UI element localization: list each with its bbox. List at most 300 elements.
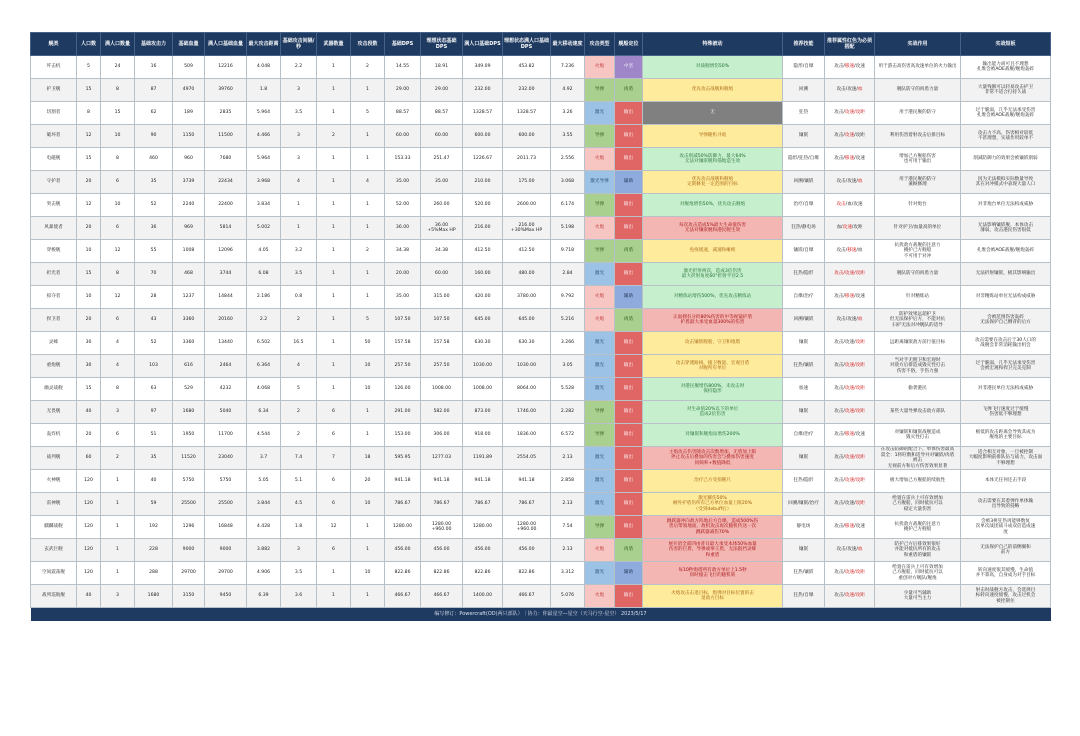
cell-atk: 192 [135,516,173,539]
cell-range: 5.964 [247,102,281,125]
cell-interval: 4.5 [281,493,317,516]
cell-fulldps: 1400.00 [463,585,503,608]
cell-idealfull: 8064.00 [503,378,551,401]
cell-dps: 157.58 [385,332,421,355]
cell-atk: 35 [135,171,173,194]
cell-short: 无法折射镶嵌，极其影响输出 [961,263,1051,286]
cell-hits: 2 [351,56,385,79]
cell-use: 防护己方后排效果很好 并能对抵抗所有的攻击 和重盾的镶嵌 [875,539,961,562]
cell-use: 用于港民舰的防守 [875,102,961,125]
cell-short: 攻击力不高，伤害相对较低 不甚理想，实战作用较单不 [961,125,1051,148]
cell-hits: 1 [351,401,385,424]
table-row [31,332,1051,355]
cell-ideal: 257.50 [421,355,463,378]
cell-role: 输出 [615,447,643,470]
cell-attr [825,516,875,539]
cell-role: 辅助 [615,562,643,585]
cell-atype: 火炮 [585,539,615,562]
cell-idealfull: 216.00 +30%Max HP [503,217,551,240]
attr-segment: 攻速/攻距 [844,386,865,392]
cell-atk: 36 [135,217,173,240]
cell-attr [825,470,875,493]
cell-attr [825,286,875,309]
cell-atype: 激光导弹 [585,171,615,194]
attr-segment: 攻速/攻距 [844,478,865,484]
cell-atype: 激光 [585,263,615,286]
cell-role: 肉盾 [615,79,643,102]
attr-segment: 攻速/攻距 [844,363,865,369]
cell-fulldps: 1226.67 [463,148,503,171]
cell-pop: 12 [77,125,101,148]
cell-fullhp: 13440 [205,332,247,355]
cell-pop: 60 [77,447,101,470]
cell-fullhp: 29700 [205,562,247,585]
cell-role: 输出 [615,332,643,355]
cell-interval: 0.8 [281,286,317,309]
column-header: 理想状态基础DPS [421,33,463,56]
cell-weapons: 12 [317,516,351,539]
cell-atype: 火炮 [585,148,615,171]
attr-segment: 攻击/ [834,64,845,70]
cell-fulldps: 420.00 [463,286,503,309]
cell-speed: 6.572 [551,424,585,447]
cell-weapons: 1 [317,79,351,102]
ship-stats-table [30,32,1051,621]
cell-range: 4.466 [247,125,281,148]
cell-range: 6.34 [247,401,281,424]
cell-fullhp: 25500 [205,493,247,516]
attr-segment: 移速 [844,524,855,530]
cell-atk: 16 [135,56,173,79]
cell-atype: 激光 [585,470,615,493]
cell-ideal: 306.00 [421,424,463,447]
cell-attr [825,447,875,470]
cell-atk: 103 [135,355,173,378]
cell-hp: 969 [173,217,205,240]
attr-segment: /血/攻速 [845,202,863,208]
cell-dps: 36.00 [385,217,421,240]
cell-idealfull: 2011.73 [503,148,551,171]
cell-hp: 29700 [173,562,205,585]
cell-atk: 460 [135,148,173,171]
cell-weapons: 1 [317,378,351,401]
cell-fulldps: 1008.00 [463,378,503,401]
table-row [31,171,1051,194]
cell-name: 电磁舰 [31,148,77,171]
cell-speed: 3.26 [551,102,585,125]
cell-passive: 每次攻击造成5%最大生命值伤害 无法对镶嵌舰和港民舰生效 [643,217,783,240]
cell-skill: 狂热/镶嵌 [783,355,825,378]
cell-dps: 291.00 [385,401,421,424]
cell-skill: 镶嵌 [783,332,825,355]
cell-hp: 4970 [173,79,205,102]
cell-idealfull: 175.00 [503,171,551,194]
cell-fullpop: 6 [101,424,135,447]
cell-skill: 隐形/狂热/自爆 [783,148,825,171]
attr-segment: 攻距 [855,501,865,507]
cell-short: 适合相互对象，一旦被控制 大幅度影响前排队伍与战力，攻击面 不够理想 [961,447,1051,470]
cell-weapons: 1 [317,171,351,194]
cell-pop: 15 [77,378,101,401]
cell-dps: 595.95 [385,447,421,470]
cell-passive: 治疗己方受损舰只 [643,470,783,493]
cell-speed: 5.216 [551,309,585,332]
cell-fullhp: 2464 [205,355,247,378]
cell-short: 对非炮台单位无法构成威胁 [961,194,1051,217]
cell-speed: 3.068 [551,171,585,194]
cell-hits: 10 [351,562,385,585]
cell-name: 掠夺者 [31,286,77,309]
cell-attr [825,79,875,102]
cell-hp: 3360 [173,332,205,355]
cell-fulldps: 232.00 [463,79,503,102]
cell-skill: 狂热/静电场 [783,217,825,240]
cell-dps: 466.67 [385,585,421,608]
cell-hp: 189 [173,102,205,125]
table-row [31,263,1051,286]
table-row [31,194,1051,217]
cell-atk: 28 [135,286,173,309]
cell-hp: 3150 [173,585,205,608]
cell-dps: 941.18 [385,470,421,493]
cell-range: 6.39 [247,585,281,608]
cell-speed: 2.13 [551,447,585,470]
attr-segment: 攻速/攻距 [844,110,865,116]
table-row [31,470,1051,493]
cell-fullpop: 6 [101,217,135,240]
cell-atk: 52 [135,332,173,355]
cell-attr [825,355,875,378]
cell-atk: 62 [135,102,173,125]
cell-atype: 火炮 [585,309,615,332]
column-header: 推荐属性红色为必须搭配 [825,33,875,56]
cell-fullhp: 12216 [205,56,247,79]
cell-passive: 优先攻击战舰和舰炮 定期修复一定范围的目标 [643,171,783,194]
cell-pop: 8 [77,102,101,125]
cell-role: 辅助 [615,286,643,309]
cell-fulldps: 456.00 [463,539,503,562]
cell-fulldps: 520.00 [463,194,503,217]
column-header: 攻击类型 [585,33,615,56]
cell-idealfull: 2554.05 [503,447,551,470]
cell-range: 6.502 [247,332,281,355]
cell-atk: 63 [135,378,173,401]
cell-hits: 10 [351,355,385,378]
cell-ideal: 60.00 [421,125,463,148]
cell-weapons: 1 [317,332,351,355]
cell-name: 火神舰 [31,470,77,493]
table-row [31,562,1051,585]
attr-segment: 血 [857,179,863,185]
cell-weapons: 1 [317,286,351,309]
cell-atk: 55 [135,240,173,263]
cell-fullhp: 23040 [205,447,247,470]
cell-name: 风暴使者 [31,217,77,240]
cell-passive: 正面拥有分担80%伤害的中等视镜护盾 护盾最大承受血量300%的伤害 [643,309,783,332]
cell-hits: 1 [351,79,385,102]
cell-pop: 15 [77,148,101,171]
cell-skill: 加速 [783,378,825,401]
cell-dps: 35.00 [385,286,421,309]
cell-passive: 主炮攻击伤害随攻击次数增加，无盾加上限 停止攻击后叠加的伤害会与叠加伤害速度 同频率+数值降低 [643,447,783,470]
cell-use: 舰队防守的肉盾力量 [875,263,961,286]
cell-role: 输出 [615,263,643,286]
cell-passive: 攻击削减50%防御力，最大64% 无法对镶嵌舰和锚地造生效 [643,148,783,171]
cell-skill: 回溯 [783,79,825,102]
cell-atk: 288 [135,562,173,585]
cell-weapons: 1 [317,194,351,217]
table-row [31,539,1051,562]
cell-fullpop: 8 [101,148,135,171]
cell-range: 3.882 [247,539,281,562]
cell-fulldps: 822.86 [463,562,503,585]
table-body [31,56,1051,608]
cell-speed: 3.55 [551,125,585,148]
cell-name: 幽灵战舰 [31,378,77,401]
cell-use: 在攻击防御的配合下，单体伤害最高 需全：1将旺数和适导并对镶嵌/肉盾 被击 无视前方和后方伤害效果显著 [875,447,961,470]
cell-fullpop: 8 [101,79,135,102]
cell-hits: 1 [351,286,385,309]
cell-pop: 20 [77,309,101,332]
table-row [31,286,1051,309]
cell-hits: 1 [351,539,385,562]
cell-hp: 509 [173,56,205,79]
cell-fulldps: 1191.89 [463,447,503,470]
cell-skill: 静电场 [783,516,825,539]
cell-use: 偷袭港民 [875,378,961,401]
column-header: 实战短板 [961,33,1051,56]
cell-range: 6.364 [247,355,281,378]
attr-segment: 攻击/ [834,478,845,484]
cell-fullpop: 10 [101,125,135,148]
table-row [31,447,1051,470]
cell-attr [825,424,875,447]
cell-name: 护卫舰 [31,79,77,102]
cell-role: 输出 [615,424,643,447]
column-header: 舰类 [31,33,77,56]
cell-skill: 狂热/镶嵌 [783,562,825,585]
column-header: 基础血量 [173,33,205,56]
cell-use: 针对精炼站 [875,286,961,309]
cell-use: 远距离镶嵌敌方前行值目标 [875,332,961,355]
cell-use: 针对护卫/血量高的单位 [875,217,961,240]
cell-hits: 2 [351,240,385,263]
cell-fullpop: 1 [101,539,135,562]
column-header: 舰船定位 [615,33,643,56]
cell-passive: 对生命值20%以下的单位 造成2倍伤害 [643,401,783,424]
cell-weapons: 7 [317,447,351,470]
cell-hits: 20 [351,470,385,493]
cell-fullhp: 2835 [205,102,247,125]
cell-atype: 火炮 [585,585,615,608]
cell-fulldps: 645.00 [463,309,503,332]
cell-passive: 展开消全部四由普日最大承受本体50%血量 伤害的巨盾，导弹或拳王盾，无法阻挡灵蜂 和重盾 [643,539,783,562]
cell-weapons: 2 [317,125,351,148]
attr-segment: /攻速 [854,294,865,300]
attr-segment: 血 [857,547,863,553]
cell-range: 6.08 [247,263,281,286]
attr-segment: 攻击/ [834,593,845,599]
cell-idealfull: 786.67 [503,493,551,516]
cell-fullpop: 10 [101,194,135,217]
cell-use: 用于港民舰的防守 兼顾修理 [875,171,961,194]
cell-name: 歼击机 [31,56,77,79]
cell-short: 输出能力尚可且不理想 扎堆会被AOE战舰/舰炮轰碎 [961,56,1051,79]
cell-range: 4.428 [247,516,281,539]
cell-idealfull: 630.30 [503,332,551,355]
cell-role: 输出 [615,516,643,539]
cell-weapons: 1 [317,309,351,332]
cell-fullhp: 11700 [205,424,247,447]
cell-skill: 狂热/隐形 [783,263,825,286]
cell-speed: 3.312 [551,562,585,585]
cell-dps: 52.00 [385,194,421,217]
cell-dps: 34.38 [385,240,421,263]
cell-atype: 激光 [585,493,615,516]
attr-segment: 攻速 [844,133,855,139]
attr-segment: 攻速 [842,225,852,231]
cell-range: 4.05 [247,240,281,263]
cell-weapons: 1 [317,148,351,171]
cell-atk: 1680 [135,585,173,608]
cell-range: 4.544 [247,424,281,447]
cell-atk: 87 [135,79,173,102]
cell-ideal: 29.00 [421,79,463,102]
cell-fullhp: 39760 [205,79,247,102]
cell-name: 切割者 [31,102,77,125]
cell-pop: 40 [77,401,101,424]
cell-ideal: 251.47 [421,148,463,171]
cell-role: 输出 [615,493,643,516]
cell-ideal: 34.38 [421,240,463,263]
cell-atk: 40 [135,470,173,493]
cell-pop: 120 [77,516,101,539]
cell-attr [825,56,875,79]
cell-short: 会被范围伤害轰碎 无法保护自己侧背的后方 [961,309,1051,332]
cell-hp: 9000 [173,539,205,562]
cell-atk: 51 [135,424,173,447]
cell-dps: 35.00 [385,171,421,194]
cell-atype: 导弹 [585,516,615,539]
table-row [31,585,1051,608]
attr-segment: 攻击/ [834,110,845,116]
attr-segment: 移速 [844,156,855,162]
attr-segment: 攻击 [836,202,846,208]
cell-weapons: 1 [317,562,351,585]
cell-name: 灵蜂 [31,332,77,355]
cell-role: 输出 [615,125,643,148]
cell-fullhp: 4232 [205,378,247,401]
cell-range: 4.048 [247,56,281,79]
cell-idealfull: 453.82 [503,56,551,79]
cell-dps: 88.57 [385,102,421,125]
cell-skill: 狂热/隐形 [783,470,825,493]
cell-range: 5.964 [247,148,281,171]
cell-name: 玄武巨舰 [31,539,77,562]
cell-fulldps: 600.00 [463,125,503,148]
column-header: 最大攻击距离 [247,33,281,56]
attr-segment: /攻速 [854,156,865,162]
cell-interval: 7.4 [281,447,317,470]
cell-speed: 5.076 [551,585,585,608]
cell-fullpop: 15 [101,102,135,125]
attr-segment: 血 [857,87,863,93]
cell-name: 突击舰 [31,194,77,217]
cell-short: 扎堆会被AOE战舰/舰炮轰碎 [961,240,1051,263]
footer-row [31,608,1051,622]
column-header: 攻击段数 [351,33,385,56]
cell-short: 极低的攻击距离会导致其成为 舰炮的主要目标 [961,424,1051,447]
attr-segment: 攻击/攻速/ [836,317,858,323]
cell-interval: 2 [281,401,317,424]
cell-interval: 4 [281,171,317,194]
cell-fullpop: 12 [101,240,135,263]
cell-hp: 11520 [173,447,205,470]
cell-fullpop: 6 [101,171,135,194]
cell-attr [825,125,875,148]
table-row [31,309,1051,332]
cell-passive: 每10秒炮塔所有敌方单位上1.5秒 同时撞击飞行的随机转 [643,562,783,585]
attr-segment: /攻速 [854,524,865,530]
cell-skill: 自爆/治疗 [783,286,825,309]
cell-fullhp: 20160 [205,309,247,332]
cell-atype: 激光 [585,102,615,125]
cell-hp: 1680 [173,401,205,424]
cell-ideal: 36.00 +5%Max HP [421,217,463,240]
column-header: 满人口基础DPS [463,33,503,56]
cell-dps: 257.50 [385,355,421,378]
table-row [31,102,1051,125]
cell-passive: 导弹随机寻敌 [643,125,783,148]
cell-hits: 1 [351,194,385,217]
cell-name: 雷神舰 [31,493,77,516]
cell-passive: 激光耀伤50% 额外护盾伤所有己方单位血量上限20% （受到debuff后） [643,493,783,516]
cell-atype: 导弹 [585,424,615,447]
cell-idealfull: 1030.00 [503,355,551,378]
column-header: 武器数量 [317,33,351,56]
cell-short: 会被3拼狂热再能够数复 次单次战团战斗成双倍造成速 度 [961,516,1051,539]
cell-skill: 镶嵌 [783,539,825,562]
cell-hits: 1 [351,263,385,286]
column-header: 基础攻击力 [135,33,173,56]
cell-dps: 1280.00 [385,516,421,539]
cell-dps: 153.00 [385,424,421,447]
cell-use: 抗扰敌方战舰的注意力 掩护己方舰船 不可用于对冲 [875,240,961,263]
cell-use: 用于游击高伤害高攻速单位的火力输出 [875,56,961,79]
cell-skill: 回溯/镶嵌/治疗 [783,493,825,516]
cell-fullpop: 12 [101,286,135,309]
cell-pop: 10 [77,240,101,263]
column-header: 基础攻击间隔/秒 [281,33,317,56]
cell-weapons: 1 [317,102,351,125]
attr-segment: /血 [856,248,863,254]
cell-attr [825,401,875,424]
cell-pop: 20 [77,171,101,194]
cell-hits: 1 [351,516,385,539]
cell-ideal: 786.67 [421,493,463,516]
cell-skill: 镶嵌 [783,125,825,148]
cell-role: 输出 [615,355,643,378]
cell-interval: 3.5 [281,263,317,286]
cell-interval: 3.2 [281,240,317,263]
cell-fulldps: 1030.00 [463,355,503,378]
cell-role: 中坚 [615,56,643,79]
cell-ideal: 18.91 [421,56,463,79]
cell-ideal: 88.57 [421,102,463,125]
cell-idealfull: 2600.00 [503,194,551,217]
table-row [31,493,1051,516]
cell-hits: 1 [351,217,385,240]
